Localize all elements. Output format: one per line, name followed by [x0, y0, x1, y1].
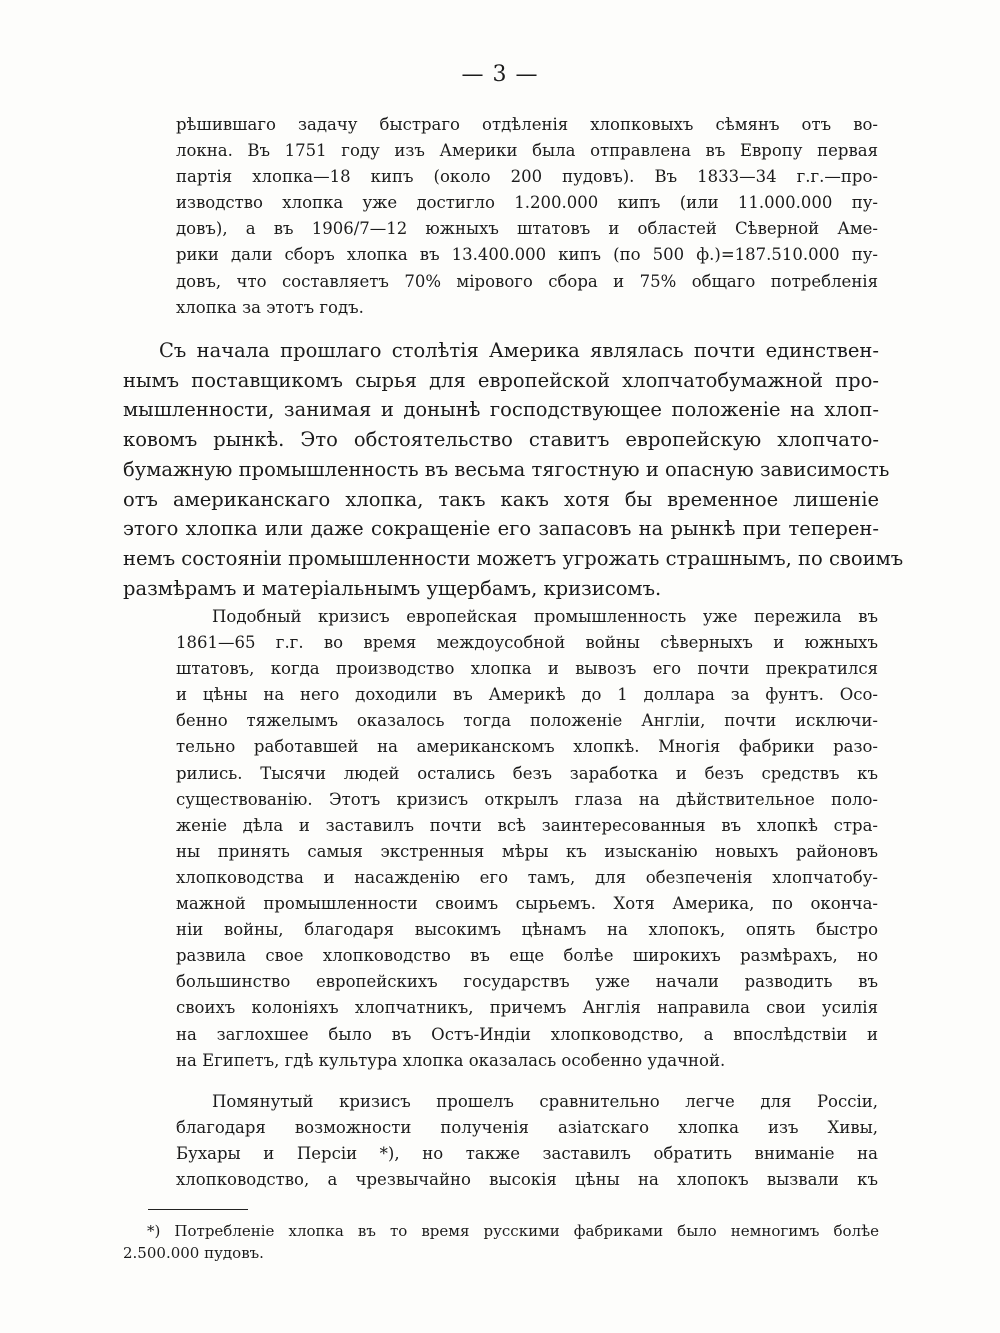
text-line: отъ американскаго хлопка, такъ какъ хотя бы временное лишеніе [123, 487, 879, 511]
text-line: бенно тяжелымъ оказалось тогда положеніе Англіи, почти исключи- [176, 711, 878, 731]
text-line: размѣрамъ и матеріальнымъ ущербамъ, кризисомъ. [123, 576, 662, 600]
paragraph-two [176, 604, 878, 1074]
text-line: развила свое хлопководство въ еще болѣе широкихъ размѣрахъ, но [176, 946, 878, 966]
text-line: довъ), а въ 1906/7—12 южныхъ штатовъ и областей Сѣверной Аме- [176, 219, 878, 239]
text-line: Подобный кризисъ европейская промышленность уже пережила въ [212, 607, 878, 626]
text-line: рѣшившаго задачу быстраго отдѣленія хлопковыхъ сѣмянъ отъ во- [176, 115, 878, 134]
text-line: ковомъ рынкѣ. Это обстоятельство ставитъ европейскую хлопчато- [123, 428, 879, 452]
text-line: ны принять самыя экстренныя мѣры къ изысканію новыхъ районовъ [176, 841, 878, 861]
text-line: партія хлопка—18 кипъ (около 200 пудовъ). Въ 1833—34 г.г.—про- [176, 167, 878, 187]
text-line: хлопководство, а чрезвычайно высокія цѣны на хлопокъ вызвали къ [176, 1170, 878, 1190]
text-line: тельно работавшей на американскомъ хлопкѣ. Многія фабрики разо- [176, 737, 878, 757]
text-line: ніи войны, благодаря высокимъ цѣнамъ на хлопокъ, опять быстро [176, 920, 878, 940]
text-line: большинство европейскихъ государствъ уже начали разводить въ [176, 972, 878, 992]
text-line: довъ, что составляетъ 70% мірового сбора и 75% общаго потребленія [176, 271, 878, 291]
text-line: на Египетъ, гдѣ культура хлопка оказалась особенно удачной. [176, 1050, 726, 1070]
text-line: Бухары и Персіи *), но также заставилъ обратить вниманіе на [176, 1144, 878, 1164]
text-line: изводство хлопка уже достигло 1.200.000 кипъ (или 11.000.000 пу- [176, 193, 878, 213]
text-line: хлопка за этотъ годъ. [176, 297, 364, 317]
text-line: 1861—65 г.г. во время междоусобной войны сѣверныхъ и южныхъ [176, 633, 878, 653]
text-line: этого хлопка или даже сокращеніе его запасовъ на рынкѣ при теперен- [123, 517, 879, 541]
text-line: мажной промышленности своимъ сырьемъ. Хотя Америка, по оконча- [176, 894, 878, 914]
text-line: своихъ колоніяхъ хлопчатникъ, причемъ Англія направила свои усилія [176, 998, 878, 1018]
footnote [123, 1220, 879, 1264]
text-line: Помянутый кризисъ прошелъ сравнительно легче для Россіи, [212, 1092, 878, 1111]
footnote-line: 2.500.000 пудовъ. [123, 1244, 264, 1262]
text-line: рились. Тысячи людей остались безъ заработка и безъ средствъ къ [176, 763, 878, 783]
text-line: нымъ поставщикомъ сырья для европейской хлопчатобумажной про- [123, 368, 879, 392]
text-line: и цѣны на него доходили въ Америкѣ до 1 доллара за фунтъ. Осо- [176, 685, 878, 705]
text-line: существованію. Этотъ кризисъ открылъ глаза на дѣйствительное поло- [176, 789, 878, 809]
text-line: немъ состояніи промышленности можетъ угрожать страшнымъ, по своимъ [123, 546, 904, 570]
text-line: на заглохшее было въ Остъ-Индіи хлопководство, а впослѣдствіи и [176, 1024, 878, 1044]
text-line: хлопководства и насажденію его тамъ, для обезпеченія хлопчатобу- [176, 867, 878, 887]
intro-paragraph [176, 112, 878, 321]
paragraph-three [176, 1089, 878, 1193]
text-line: бумажную промышленность въ весьма тягостную и опасную зависимость [123, 457, 890, 481]
page-number: — 3 — [461, 62, 539, 87]
footnote-divider [148, 1209, 248, 1210]
text-line: штатовъ, когда производство хлопка и вывозъ его почти прекратился [176, 659, 878, 679]
text-line: рики дали сборъ хлопка въ 13.400.000 кипъ (по 500 ф.)=187.510.000 пу- [176, 245, 878, 265]
footnote-line: *) Потребленіе хлопка въ то время русскими фабриками было немногимъ болѣе [147, 1222, 879, 1240]
main-paragraph [123, 336, 904, 603]
text-line: локна. Въ 1751 году изъ Америки была отправлена въ Европу первая [176, 141, 878, 161]
text-line: Съ начала прошлаго столѣтія Америка являлась почти единствен- [159, 339, 879, 362]
text-line: женіе дѣла и заставилъ почти всѣ заинтересованныя въ хлопкѣ стра- [176, 815, 878, 835]
text-line: благодаря возможности полученія азіатскаго хлопка изъ Хивы, [176, 1118, 878, 1138]
text-line: мышленности, занимая и донынѣ господствующее положеніе на хлоп- [123, 398, 879, 422]
